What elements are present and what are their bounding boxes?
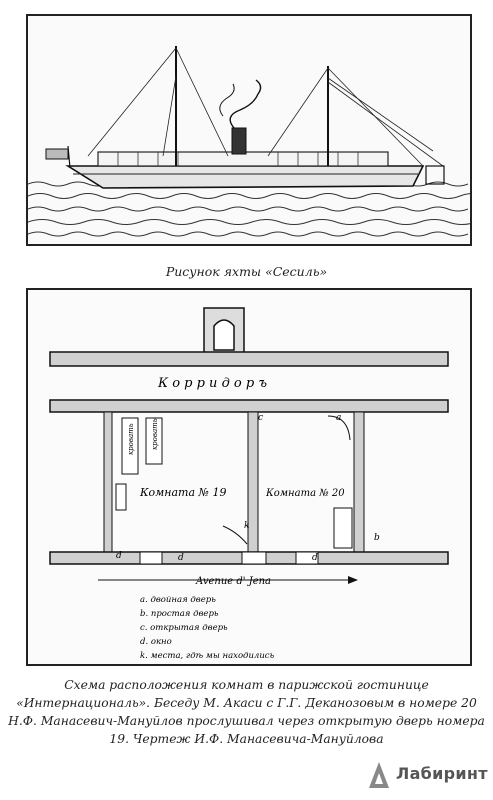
svg-text:кровать: кровать (151, 418, 159, 450)
room-19-label: Комната № 19 (140, 486, 227, 499)
svg-text:k: k (244, 521, 250, 531)
svg-text:d: d (312, 553, 318, 563)
dividing-wall (248, 412, 258, 552)
room-20-label: Комната № 20 (266, 488, 345, 499)
svg-text:c. открытая дверь: c. открытая дверь (140, 623, 228, 633)
labirint-watermark: Лабиринт (366, 760, 482, 792)
yacht-hull (68, 166, 423, 188)
plan-caption-line: 19. Чертеж И.Ф. Манасевича-Мануйлова (109, 732, 384, 746)
svg-text:a: a (336, 413, 342, 423)
plan-caption-line: «Интернациональ». Беседу М. Акаси с Г.Г. Деканозовым в номере 20 (16, 696, 477, 710)
floor-plan-drawing (28, 290, 470, 664)
corridor-outer-wall (50, 352, 448, 366)
yacht-drawing (28, 16, 470, 244)
labirint-logo-icon (366, 760, 392, 790)
floor-plan (26, 288, 472, 666)
svg-text:d. окно: d. окно (140, 637, 172, 647)
svg-text:b. простая дверь: b. простая дверь (140, 609, 219, 619)
yacht-caption: Рисунок яхты «Сесиль» (165, 264, 328, 279)
svg-text:b: b (374, 533, 380, 543)
arched-window (204, 308, 244, 354)
corridor-inner-wall (50, 400, 448, 412)
svg-text:d: d (178, 553, 184, 563)
room-20-right-wall (354, 412, 364, 552)
yacht-funnel (232, 128, 246, 154)
street-label: Avenue d' Jena (196, 576, 272, 587)
svg-text:d: d (116, 551, 122, 561)
plan-caption-line: Н.Ф. Манасевич-Мануйлов прослушивал через открытую дверь номера (8, 714, 485, 728)
stern-flag (46, 149, 68, 159)
plan-caption (0, 676, 493, 748)
svg-text:a. двойная дверь: a. двойная дверь (140, 595, 216, 605)
plan-legend (140, 595, 275, 661)
wardrobe (334, 508, 352, 548)
corridor-label: К о р р и д о р ъ (158, 376, 268, 391)
svg-text:кровать: кровать (127, 423, 135, 455)
svg-text:c: c (258, 413, 264, 423)
room-19-left-wall (104, 412, 112, 552)
yacht-illustration (26, 14, 472, 246)
plan-caption-line: Схема расположения комнат в парижской гостинице (64, 678, 429, 692)
svg-text:k. места, гдѣ мы находились: k. места, гдѣ мы находились (140, 651, 275, 661)
